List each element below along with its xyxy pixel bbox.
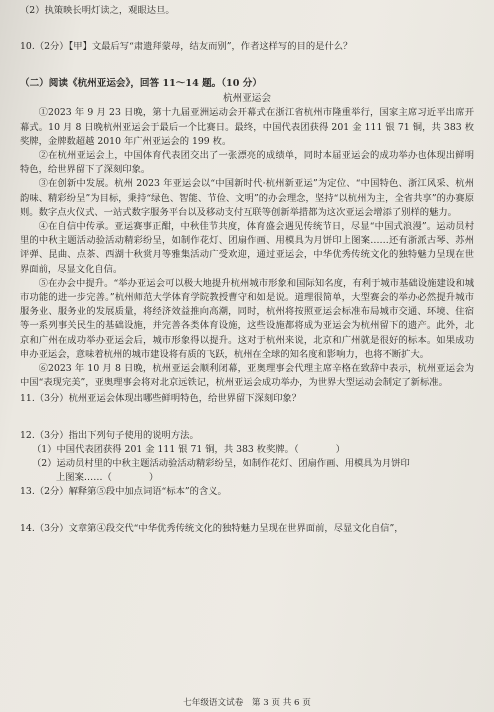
paragraph-4: ④在自信中传承。亚运赛事正酣，中秋佳节共度，体育盛会遇见传统节日，尽显“中国式浪漫”。运动员村里的中秋主题活动验活动精彩纷呈，如制作花灯、团扇作画、用模具为月饼印上图案……还有浙派古琴、苏州评弹、昆曲、点茶、西湖十秋赏月等雅集活动广受欢迎，通过亚运会，中华优秀传统文化的独特魅力呈现在世界面前，尽显文化自信。 — [20, 221, 474, 275]
question-13: 13.（2分）解释第⑤段中加点词语“标本”的含义。 — [20, 486, 227, 498]
paragraph-5: ⑤在办会中提升。“举办亚运会可以极大地提升杭州城市形象和国际知名度，有利于城市基础设施建设和城市功能的进一步完善。”杭州师范大学体育学院教授曹守和如是说。道理很简单，大型赛会的举办必然提升城市服务业、服务业的发展质量，将经济效益推向高潮，同时，杭州将按照亚运会标准布局城市交通、环境、住宿等一系列事关民生的基础设施，并完善各类体育设施，这些设施都将成为亚运会为杭州留下的遗产。此外，北京和广州在成功举办亚运会后，城市形象得以提升。这对于杭州来说，北京和广州就是很好的标本。如果成功申办亚运会，意味着杭州的城市建设将有质的飞跃，杭州在全球的知名度和影响力，也将不断扩大。 — [20, 277, 474, 360]
paragraph-6: ⑥2023 年 10 月 8 日晚，杭州亚运会顺利闭幕，亚奥理事会代理主席辛格在致辞中表示，杭州亚运会为中国“表现完美”，亚奥理事会将对北京远铁记，杭州亚运会成功举办，为世界大型运动会制定了新标准。 — [20, 363, 474, 389]
question-12-2: （2）运动员村里的中秋主题活动验活动精彩纷呈，如制作花灯、团扇作画、用模具为月饼印 — [32, 458, 410, 470]
paragraph-1: ①2023 年 9 月 23 日晚，第十九届亚洲运动会开幕式在浙江省杭州市隆重举行，国家主席习近平出席开幕式。10 月 8 日晚杭州亚运会于最后一个比赛日。最终，中国代表团获得 201 金 111 银 71 铜，共 383 枚奖牌，金牌数超越 2010 年广州亚运会的 199 枚。 — [20, 107, 474, 147]
question-14: 14.（3分）文章第④段交代“中华优秀传统文化的独特魅力呈现在世界面前，尽显文化自信”， — [20, 522, 404, 534]
question-12-1: （1）中国代表团获得 201 金 111 银 71 铜，共 383 枚奖牌。（ ） — [32, 443, 346, 455]
paragraph-2: ②在杭州亚运会上，中国体育代表团交出了一张漂亮的成绩单，同时本届亚运会的成功举办也体现出鲜明特色，给世界留下了深刻印象。 — [20, 150, 474, 176]
question-11: 11.（3分）杭州亚运会体现出哪些鲜明特色，给世界留下深刻印象？ — [20, 393, 302, 405]
page-footer: 七年级语文试卷 第 3 页 共 6 页 — [183, 698, 311, 708]
article-title: 杭州亚运会 — [223, 93, 271, 105]
question-12-2-cont: 上图案……（ ） — [56, 472, 159, 484]
question-12: 12.（3分）指出下列句子使用的说明方法。 — [20, 429, 199, 441]
paragraph-3: ③在创新中发展。杭州 2023 年亚运会以“中国新时代·杭州新亚运”为定位、“中国特色、浙江风采、杭州韵味、精彩纷呈”为目标，秉持“绿色、智能、节俭、文明”的办会理念，坚持“以杭州为主，全省共享”的办赛原则。数字点火仪式、一站式数字服务平台以及移动支付互联等创新举措都为这次亚运会增添了别样的魅力。 — [20, 178, 474, 218]
question-10: 10.（2分）【甲】文最后写“肃遗拜蒙母，结友而别”，作者这样写的目的是什么？ — [20, 41, 353, 53]
section-heading: （二）阅读《杭州亚运会》，回答 11～14 题。（10 分） — [20, 78, 262, 90]
question-9-2: （2）执策映长明灯读之，观眼达旦。 — [20, 5, 175, 16]
